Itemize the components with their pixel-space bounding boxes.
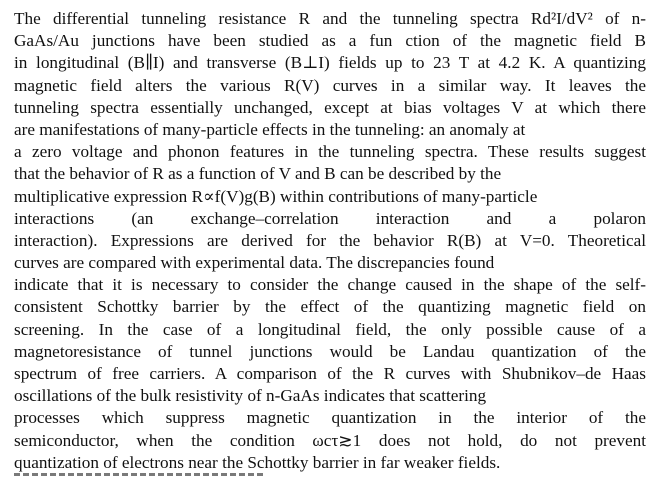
abstract-text	[14, 8, 646, 474]
abstract-line: multiplicative expression R∝f(V)g(B) within contributions of many-particle	[14, 186, 538, 206]
abstract-line: screening. In the case of a longitudinal field, the only possible cause of a	[14, 319, 646, 339]
abstract-line: quantization of electrons near the Schottky barrier in far weaker fields.	[14, 452, 501, 472]
abstract-line: magnetoresistance of tunnel junctions would be Landau quantization of the	[14, 341, 646, 361]
abstract-line: interaction). Expressions are derived for the behavior R(B) at V=0. Theoretical	[14, 230, 646, 250]
abstract-line: GaAs/Au junctions have been studied as a fun ction of the magnetic field B	[14, 31, 646, 51]
abstract-line: semiconductor, when the condition ωcτ≳1 does not hold, do not prevent	[14, 430, 646, 450]
cutoff-next-line	[14, 471, 264, 478]
abstract-line: processes which suppress magnetic quantization in the interior of the	[14, 408, 646, 428]
abstract-line: spectrum of free carriers. A comparison of the R curves with Shubnikov–de Haas	[14, 364, 646, 383]
abstract-line: magnetic field alters the various R(V) curves in a similar way. It leaves the	[14, 75, 646, 95]
abstract-line: curves are compared with experimental data. The discrepancies found	[14, 253, 495, 273]
abstract-line: that the behavior of R as a function of V and B can be described by the	[14, 164, 502, 184]
abstract-line: in longitudinal (B∥I) and transverse (B⊥I) fields up to 23 T at 4.2 K. A quantizing	[14, 53, 646, 73]
abstract-line: oscillations of the bulk resistivity of n-GaAs indicates that scattering	[14, 386, 487, 406]
abstract-line: consistent Schottky barrier by the effect of the quantizing magnetic field on	[14, 297, 646, 317]
abstract-line: indicate that it is necessary to consider the change caused in the shape of the self-	[14, 275, 646, 295]
abstract-line: are manifestations of many-particle effects in the tunneling: an anomaly at	[14, 119, 526, 139]
abstract-line: a zero voltage and phonon features in the tunneling spectra. These results suggest	[14, 142, 646, 162]
abstract-line: tunneling spectra essentially unchanged, except at bias voltages V at which there	[14, 97, 646, 117]
abstract-line: interactions (an exchange–correlation interaction and a polaron	[14, 208, 646, 228]
abstract-line: The differential tunneling resistance R and the tunneling spectra Rd²I/dV² of n-	[14, 9, 646, 28]
